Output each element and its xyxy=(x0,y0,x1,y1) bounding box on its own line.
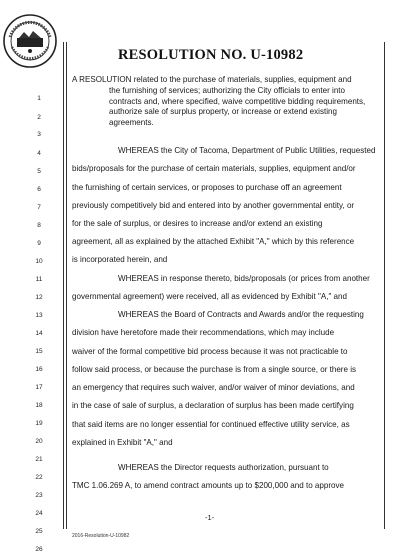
line-number: 26 xyxy=(35,546,43,553)
text-line: the furnishing of certain services, or proposes to purchase off an agreement xyxy=(72,183,342,192)
text-line: authorize sale of surplus property, or increase or extend existing xyxy=(109,107,337,116)
text-line: in the case of sale of surplus, a declaration of surplus has been made certifying xyxy=(72,401,354,410)
line-number: 12 xyxy=(35,294,43,301)
line-number: 15 xyxy=(35,348,43,355)
line-number: 14 xyxy=(35,330,43,337)
line-number: 5 xyxy=(37,168,41,175)
text-line: WHEREAS in response thereto, bids/proposals (or prices from another xyxy=(118,274,370,283)
line-number: 3 xyxy=(37,131,41,138)
line-number: 7 xyxy=(37,204,41,211)
line-number: 8 xyxy=(37,222,41,229)
text-line: bids/proposals for the purchase of certain materials, supplies, equipment and/or xyxy=(72,164,356,173)
text-line: TMC 1.06.269 A, to amend contract amounts up to $200,000 and to approve xyxy=(72,481,344,490)
text-line: explained in Exhibit "A," and xyxy=(72,438,173,447)
line-number: 11 xyxy=(35,276,43,283)
margin-rule-left-outer xyxy=(63,42,64,529)
line-number: 17 xyxy=(35,384,43,391)
text-line: division have heretofore made their recommendations, which may include xyxy=(72,328,335,337)
line-number: 20 xyxy=(35,438,43,445)
line-number: 21 xyxy=(35,456,43,463)
text-line: governmental agreement) were received, all as evidenced by Exhibit "A," and xyxy=(72,292,347,301)
line-number: 22 xyxy=(35,474,43,481)
line-number: 16 xyxy=(35,366,43,373)
text-line: for the sale of surplus, or desires to increase and/or extend an existing xyxy=(72,219,323,228)
resolution-title: RESOLUTION NO. U-10982 xyxy=(118,47,304,63)
text-line: is incorporated herein, and xyxy=(72,255,168,264)
line-number: 6 xyxy=(37,186,41,193)
text-line: A RESOLUTION related to the purchase of materials, supplies, equipment and xyxy=(72,75,352,84)
line-number: 23 xyxy=(35,492,43,499)
text-line: agreements. xyxy=(109,118,154,127)
city-seal-icon xyxy=(2,13,58,69)
line-number: 9 xyxy=(37,240,41,247)
line-number: 19 xyxy=(35,420,43,427)
margin-rule-left-inner xyxy=(66,42,67,529)
text-line: waiver of the formal competitive bid process because it was not practicable to xyxy=(72,347,348,356)
text-line: WHEREAS the City of Tacoma, Department of Public Utilities, requested xyxy=(118,146,376,155)
text-line: follow said process, or because the purchase is from a single source, or there is xyxy=(72,365,357,374)
text-line: WHEREAS the Director requests authorization, pursuant to xyxy=(118,463,329,472)
text-line: agreement, all as explained by the attached Exhibit "A," which by this reference xyxy=(72,237,355,246)
line-number: 18 xyxy=(35,402,43,409)
document-id: 2016-Resolution-U-10982 xyxy=(72,533,130,539)
text-line: contracts and, where specified, waive competitive bidding requirements, xyxy=(109,97,366,106)
line-number: 13 xyxy=(35,312,43,319)
margin-rule-right xyxy=(384,42,385,529)
line-number: 10 xyxy=(35,258,43,265)
text-line: WHEREAS the Board of Contracts and Awards and/or the requesting xyxy=(118,310,364,319)
page-number: -1- xyxy=(205,513,215,522)
line-number: 1 xyxy=(37,95,41,102)
line-number: 25 xyxy=(35,528,43,535)
text-line: an emergency that requires such waiver, and/or waiver of minor deviations, and xyxy=(72,383,355,392)
line-number: 4 xyxy=(37,150,41,157)
text-line: previously competitively bid and entered into by another governmental entity, or xyxy=(72,201,355,210)
text-line: the furnishing of services; authorizing the City officials to enter into xyxy=(109,86,346,95)
text-line: that said items are no longer essential for continued effective utility service, as xyxy=(72,420,350,429)
line-number: 24 xyxy=(35,510,43,517)
line-number: 2 xyxy=(37,114,41,121)
